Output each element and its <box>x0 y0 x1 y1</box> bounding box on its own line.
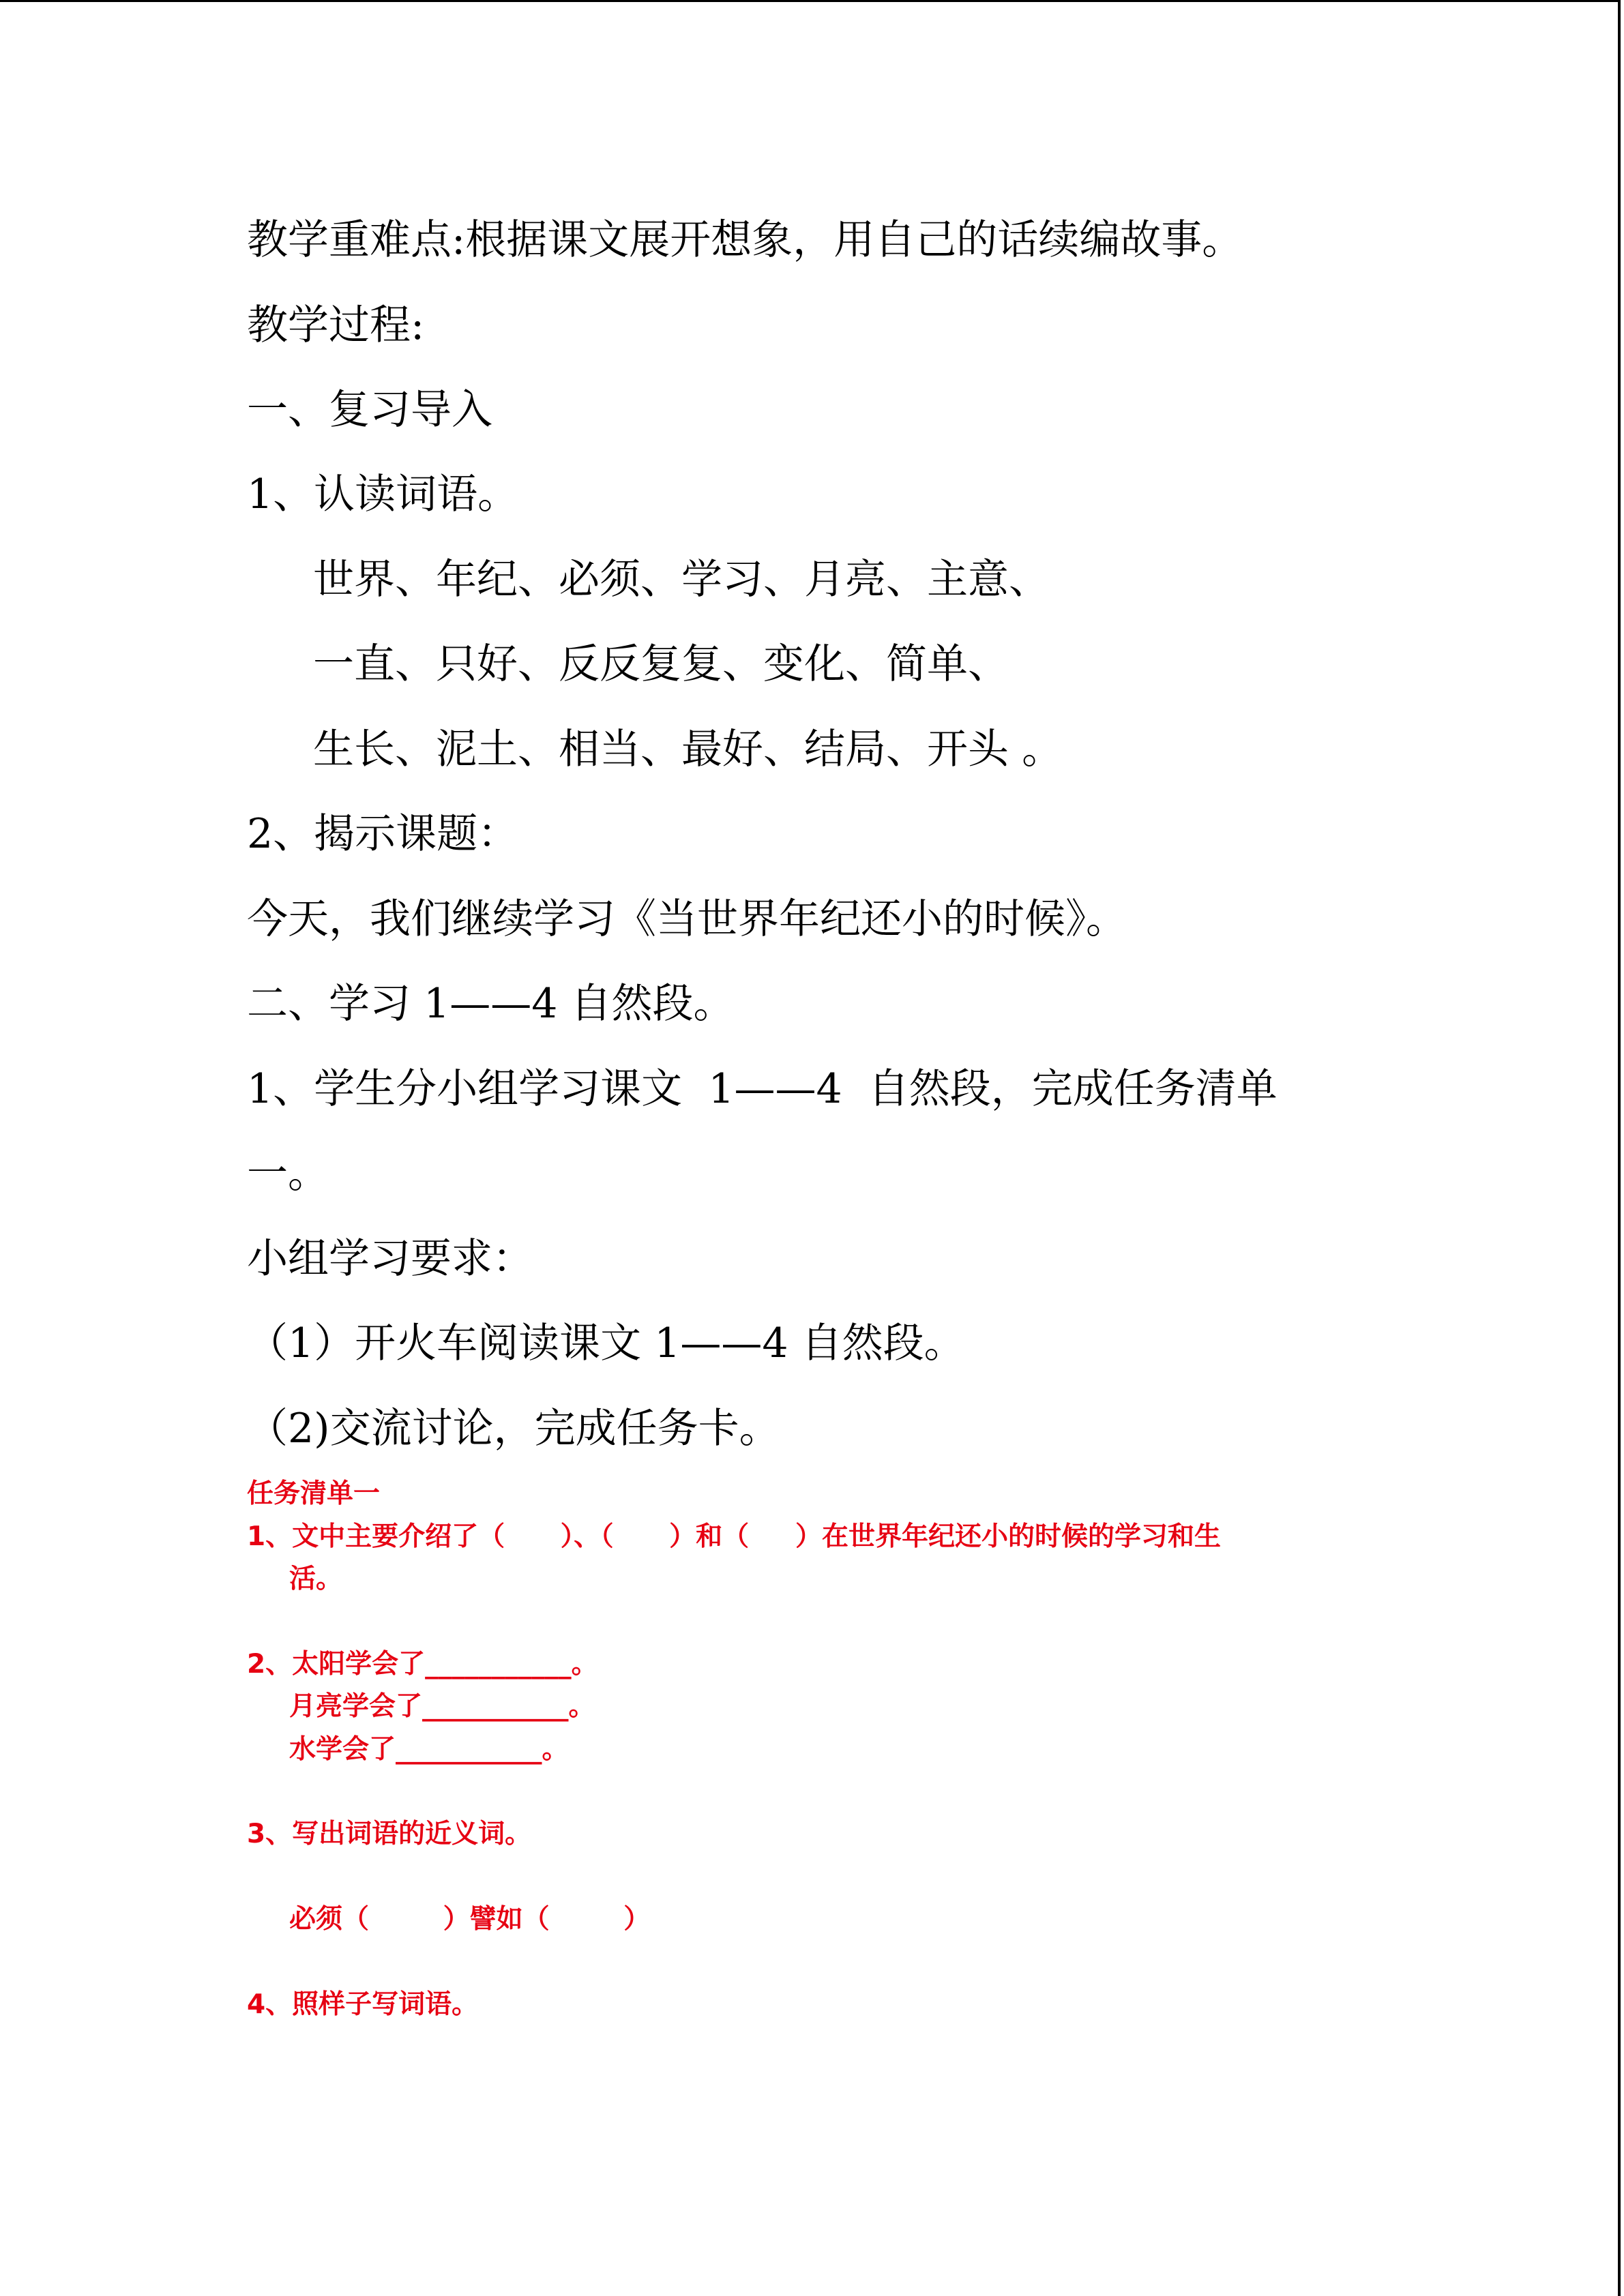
process-heading: 教学过程: <box>247 301 425 349</box>
words-row-2: 一直、只好、反反复复、变化、简单、 <box>313 640 1009 688</box>
section-study-heading: 二、学习 1——4 自然段。 <box>247 980 735 1028</box>
words-row-1: 世界、年纪、必须、学习、月亮、主意、 <box>313 556 1050 603</box>
key-points-line: 教学重难点:根据课文展开想象，用自己的话续编故事。 <box>247 216 1243 264</box>
section-review-heading: 一、复习导入 <box>247 386 492 434</box>
task-q2-moon: 月亮学会了___________。 <box>289 1691 595 1722</box>
item-group-study-line1: 1、学生分小组学习课文 1——4 自然段，完成任务清单 <box>247 1065 1278 1113</box>
words-row-3: 生长、泥土、相当、最好、结局、开头 。 <box>313 726 1063 773</box>
task-q3-words: 必须（ ）譬如（ ） <box>289 1904 651 1935</box>
task-q2-sun: 2、太阳学会了___________。 <box>247 1649 598 1680</box>
task-q3: 3、写出词语的近义词。 <box>247 1819 532 1849</box>
group-requirements-title: 小组学习要求： <box>247 1235 533 1283</box>
task-q2-water: 水学会了___________。 <box>289 1734 569 1765</box>
task-q4: 4、照样子写词语。 <box>247 1989 479 2020</box>
task-q1-line1: 1、文中主要介绍了（ ）、（ ）和（ ）在世界年纪还小的时候的学习和生 <box>247 1521 1221 1552</box>
item-reveal-topic: 2、揭示课题： <box>247 810 519 858</box>
task-list-title: 任务清单一 <box>247 1478 381 1509</box>
requirement-2: （2)交流讨论，完成任务卡。 <box>247 1405 780 1452</box>
requirement-1: （1）开火车阅读课文 1——4 自然段。 <box>247 1320 965 1367</box>
item-read-words: 1、认读词语。 <box>247 471 519 518</box>
item-group-study-line2: 一。 <box>247 1150 329 1197</box>
task-q1-line2: 活。 <box>289 1564 343 1594</box>
topic-text: 今天，我们继续学习《当世界年纪还小的时候》。 <box>247 895 1127 943</box>
